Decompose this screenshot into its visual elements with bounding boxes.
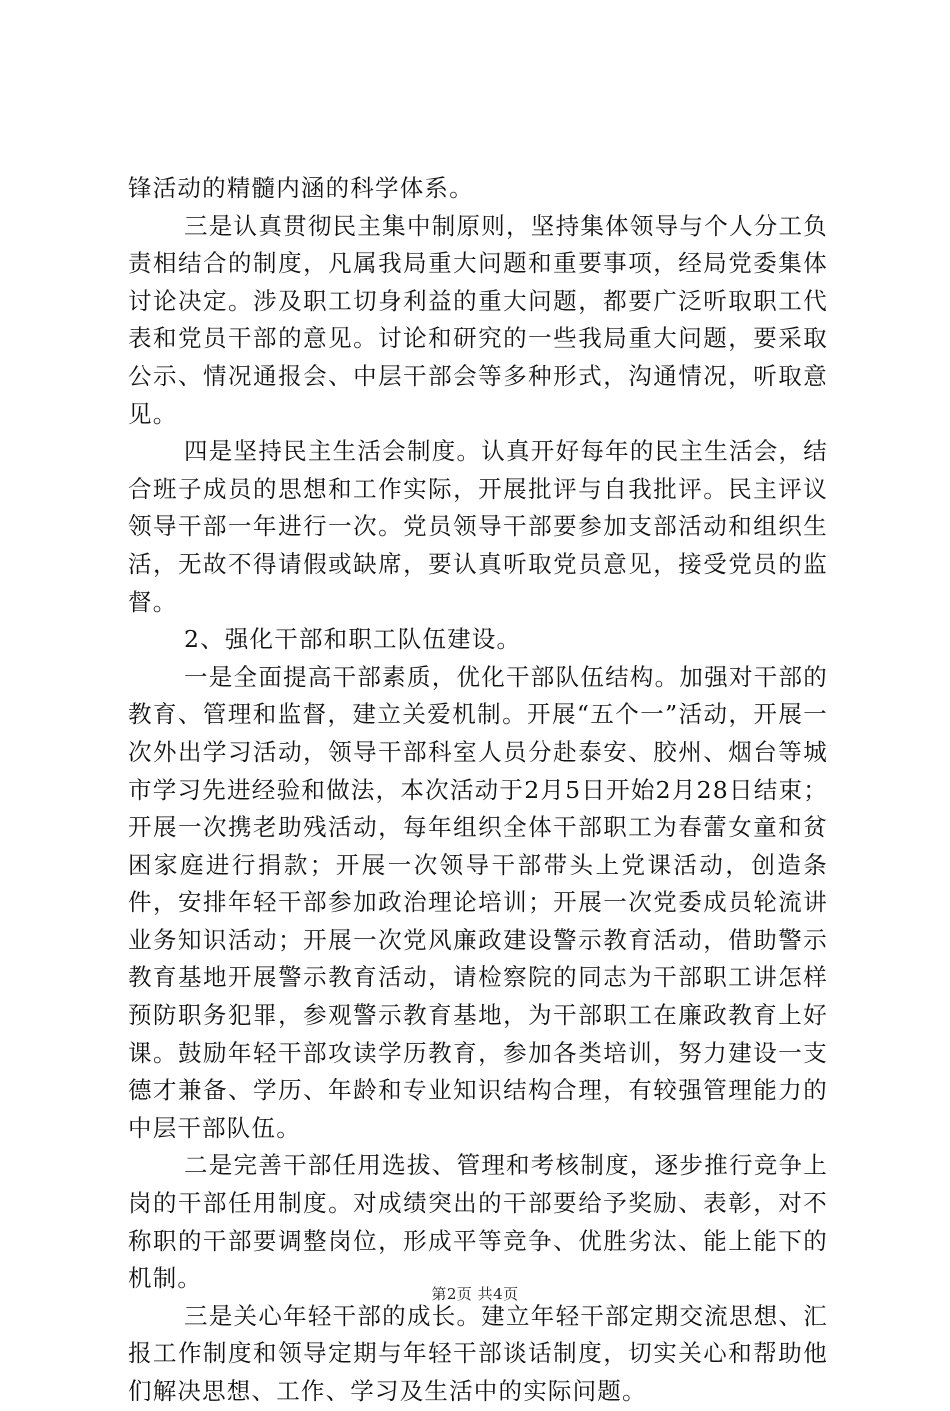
paragraph-cadre-selection: 二是完善干部任用选拔、管理和考核制度，逐步推行竞争上岗的干部任用制度。对成绩突出的干部要给予奖励、表彰，对不称职的干部要调整岗位，形成平等竞争、优胜劣汰、能上能下的机制。 <box>128 1151 828 1293</box>
paragraph-cadre-quality: 一是全面提高干部素质，优化干部队伍结构。加强对干部的教育、管理和监督，建立关爱机制。开展“五个一”活动，开展一次外出学习活动，领导干部科室人员分赴泰安、胶州、烟台等城市学习先进经验和做法，本次活动于2月5日开始2月28日结束；开展一次携老助残活动，每年组织全体干部职工为春蕾女童和贫困家庭进行捐款；开展一次领导干部带头上党课活动，创造条件，安排年轻干部参加政治理论培训；开展一次党委成员轮流讲业务知识活动；开展一次党风廉政建设警示教育活动，借助警示教育基地开展警示教育活动，请检察院的同志为干部职工讲怎样预防职务犯罪，参观警示教育基地，为干部职工在廉政教育上好课。鼓励年轻干部攻读学历教育，参加各类培训，努力建设一支德才兼备、学历、年龄和专业知识结构合理，有较强管理能力的中层干部队伍。 <box>128 662 828 1142</box>
page-number-footer: 第2页 共4页 <box>431 1285 519 1303</box>
paragraph-democratic-centralism: 三是认真贯彻民主集中制原则，坚持集体领导与个人分工负责相结合的制度，凡属我局重大问题和重要事项，经局党委集体讨论决定。涉及职工切身利益的重大问题，都要广泛听取职工代表和党员干部的意见。讨论和研究的一些我局重大问题，要采取公示、情况通报会、中层干部会等多种形式，沟通情况，听取意见。 <box>128 211 828 428</box>
document-body <box>128 170 828 1411</box>
section-heading-team-building: 2、强化干部和职工队伍建设。 <box>184 625 522 654</box>
paragraph-young-cadres: 三是关心年轻干部的成长。建立年轻干部定期交流思想、汇报工作制度和领导定期与年轻干部谈话制度，切实关心和帮助他们解决思想、工作、学习及生活中的实际问题。 <box>128 1301 828 1405</box>
paragraph-continuation: 锋活动的精髓内涵的科学体系。 <box>128 174 474 202</box>
paragraph-democratic-life-meeting: 四是坚持民主生活会制度。认真开好每年的民主生活会，结合班子成员的思想和工作实际，开展批评与自我批评。民主评议领导干部一年进行一次。党员领导干部要参加支部活动和组织生活，无故不得请假或缺席，要认真听取党员意见，接受党员的监督。 <box>128 437 828 616</box>
